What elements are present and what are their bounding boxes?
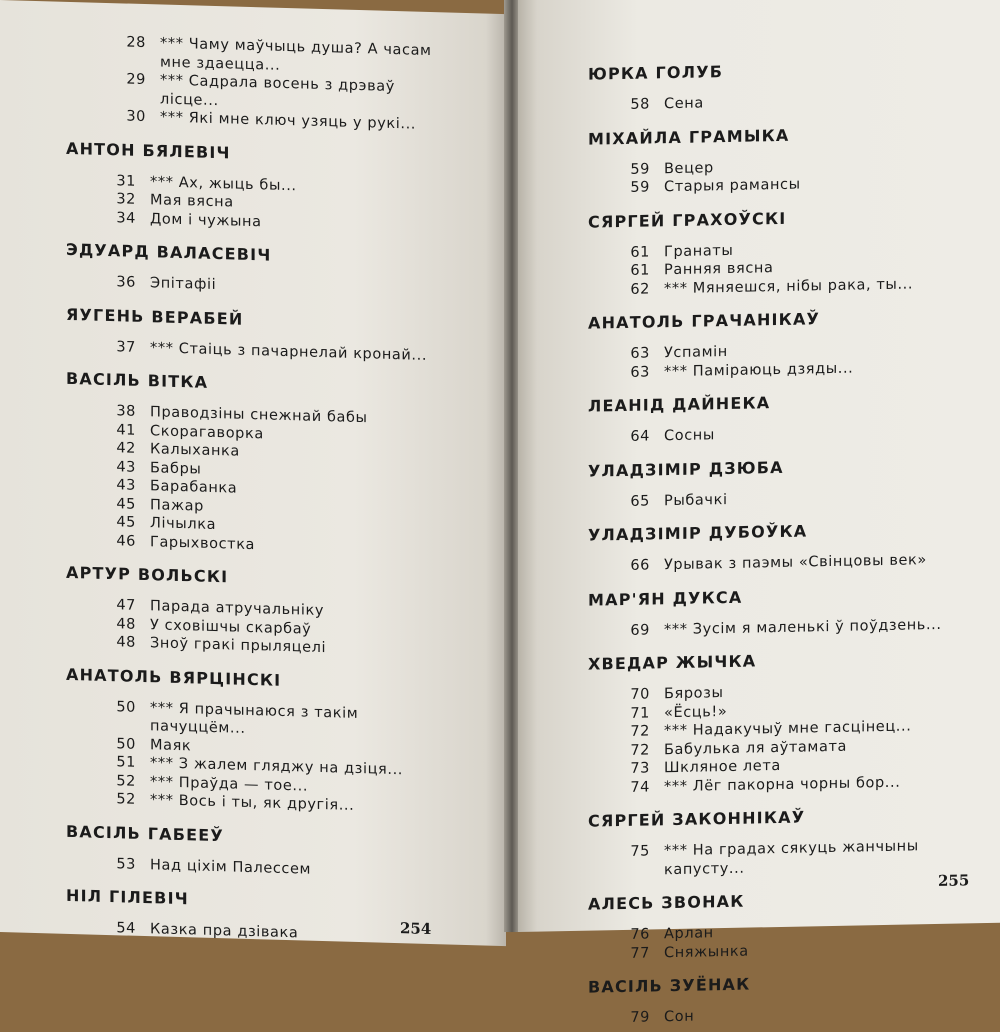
entry-title: *** Лёг пакорна чорны бор... bbox=[664, 774, 901, 795]
entry-page-number: 51 bbox=[116, 754, 136, 771]
right-page-contents bbox=[518, 0, 1000, 1032]
author-section bbox=[518, 57, 1000, 117]
author-heading: ВАСІЛЬ ЗУЁНАК bbox=[588, 974, 751, 997]
entry-title: Успамін bbox=[664, 343, 728, 362]
author-section bbox=[0, 137, 506, 239]
entry-page-number: 52 bbox=[116, 772, 136, 790]
entry-page-number: 72 bbox=[630, 723, 650, 740]
entry-title: *** З жалем гляджу на дзіця... bbox=[150, 755, 403, 779]
entry-title: Маяк bbox=[150, 736, 192, 754]
entry-title: Пажар bbox=[150, 496, 204, 515]
author-section bbox=[518, 647, 1000, 799]
entry-title: *** Мяняешся, нібы рака, ты... bbox=[664, 275, 914, 297]
entry-page-number: 30 bbox=[126, 108, 146, 126]
toc-entry bbox=[518, 486, 954, 513]
entry-title: Вецер bbox=[664, 159, 714, 177]
entry-title: *** Стаіць з пачарнелай кронай... bbox=[150, 339, 428, 364]
entry-page-number: 31 bbox=[116, 172, 136, 190]
entry-title: *** Які мне ключ узяць у рукі... bbox=[160, 109, 417, 133]
entry-title: «Ёсць!» bbox=[664, 703, 728, 721]
entry-page-number: 74 bbox=[630, 778, 650, 796]
entry-title: Бярозы bbox=[664, 685, 724, 703]
entry-title: Мая вясна bbox=[150, 192, 234, 211]
entry-title: Сена bbox=[664, 95, 704, 113]
author-heading: ВАСІЛЬ ВІТКА bbox=[66, 368, 209, 392]
author-heading: АРТУР ВОЛЬСКІ bbox=[66, 562, 229, 587]
entry-title: *** Зусім я маленькі ў поўдзень... bbox=[664, 616, 942, 638]
entry-page-number: 38 bbox=[116, 403, 136, 420]
entry-page-number: 61 bbox=[630, 243, 650, 261]
entry-title: Дом і чужына bbox=[150, 210, 262, 230]
entry-page-number: 45 bbox=[116, 495, 136, 513]
entry-title: Бабулька ля аўтамата bbox=[664, 738, 847, 758]
entry-page-number: 48 bbox=[116, 634, 136, 651]
entry-page-number: 37 bbox=[116, 338, 136, 356]
author-section bbox=[518, 306, 1000, 384]
entry-title: Калыханка bbox=[150, 441, 240, 460]
author-heading: СЯРГЕЙ ЗАКОННІКАЎ bbox=[588, 807, 806, 831]
author-section bbox=[0, 367, 506, 561]
author-section bbox=[518, 518, 1000, 578]
entry-page-number: 36 bbox=[116, 274, 136, 291]
entry-title: Праводзіны снежнай бабы bbox=[150, 404, 368, 427]
entry-page-number: 61 bbox=[630, 262, 650, 279]
entry-title: Бабры bbox=[150, 459, 202, 478]
author-section bbox=[518, 887, 1000, 965]
left-page bbox=[0, 0, 506, 946]
entry-title: Гранаты bbox=[664, 242, 734, 260]
entry-title: *** На градах сякуць жанчыны капусту... bbox=[664, 838, 919, 878]
entry-title: Над ціхім Палессем bbox=[150, 856, 312, 878]
right-page bbox=[518, 0, 1000, 1026]
entry-page-number: 71 bbox=[630, 704, 650, 722]
entry-page-number: 62 bbox=[630, 280, 650, 298]
author-heading: АНТОН БЯЛЕВІЧ bbox=[66, 138, 231, 162]
entry-title: Зноў гракі прыляцелі bbox=[150, 635, 327, 657]
entry-title: *** Я прачынаюся з такім пачуццём... bbox=[150, 699, 359, 737]
entry-page-number: 65 bbox=[630, 492, 650, 510]
entry-page-number: 54 bbox=[116, 920, 136, 937]
author-heading: МІХАЙЛА ГРАМЫКА bbox=[588, 125, 790, 149]
entry-page-number: 43 bbox=[116, 477, 136, 494]
entry-page-number: 41 bbox=[116, 421, 136, 439]
author-section bbox=[0, 561, 506, 663]
author-section bbox=[0, 884, 506, 949]
entry-page-number: 45 bbox=[116, 514, 136, 531]
author-heading: УЛАДЗІМІР ДЗЮБА bbox=[588, 457, 784, 481]
entry-page-number: 43 bbox=[116, 458, 136, 476]
lead-entries bbox=[0, 30, 506, 137]
left-sections bbox=[0, 137, 506, 949]
author-heading: ЛЕАНІД ДАЙНЕКА bbox=[588, 393, 771, 416]
entry-title: Парада атручальніку bbox=[150, 598, 325, 620]
author-section bbox=[518, 389, 1000, 449]
entry-title: Барабанка bbox=[150, 478, 238, 497]
entry-page-number: 72 bbox=[630, 741, 650, 759]
author-section bbox=[518, 804, 1000, 882]
entry-page-number: 50 bbox=[116, 698, 136, 716]
author-heading: ЯУГЕНЬ ВЕРАБЕЙ bbox=[66, 304, 244, 329]
author-section bbox=[518, 121, 1000, 199]
author-section bbox=[518, 582, 1000, 642]
entry-page-number: 29 bbox=[126, 71, 146, 89]
entry-page-number: 63 bbox=[630, 345, 650, 362]
entry-page-number: 32 bbox=[116, 191, 136, 208]
entry-page-number: 69 bbox=[630, 621, 650, 639]
toc-entry bbox=[0, 270, 440, 301]
author-heading: ЮРКА ГОЛУБ bbox=[588, 62, 724, 84]
entry-title: *** Садрала восень з дрэваў лісце... bbox=[160, 72, 395, 109]
entry-page-number: 63 bbox=[630, 363, 650, 381]
entry-title: Урывак з паэмы «Свінцовы век» bbox=[664, 552, 927, 574]
right-sections bbox=[518, 57, 1000, 1030]
toc-entry bbox=[518, 90, 954, 117]
entry-page-number: 66 bbox=[630, 557, 650, 574]
author-heading: АНАТОЛЬ ГРАЧАНІКАЎ bbox=[588, 309, 821, 333]
entry-title: Ранняя вясна bbox=[664, 260, 774, 279]
entry-title: *** Чаму маўчыць душа? А часам мне здаецца... bbox=[160, 35, 432, 74]
entry-title: Шкляное лета bbox=[664, 757, 781, 777]
entry-title: Рыбачкі bbox=[664, 491, 728, 509]
left-page-contents bbox=[0, 0, 506, 951]
entry-page-number: 46 bbox=[116, 532, 136, 550]
toc-entry bbox=[518, 422, 954, 449]
author-section bbox=[0, 238, 506, 303]
entry-title: *** Паміраюць дзяды... bbox=[664, 360, 854, 380]
toc-entry bbox=[518, 1003, 954, 1030]
entry-title: Сосны bbox=[664, 427, 715, 445]
entry-title: Эпітафіі bbox=[150, 275, 217, 294]
author-heading: ХВЕДАР ЖЫЧКА bbox=[588, 651, 757, 674]
entry-page-number: 59 bbox=[630, 179, 650, 196]
toc-entry bbox=[518, 615, 954, 642]
author-heading: АЛЕСЬ ЗВОНАК bbox=[588, 891, 745, 914]
author-heading: СЯРГЕЙ ГРАХОЎСКІ bbox=[588, 208, 787, 232]
entry-title: *** Ах, жыць бы... bbox=[150, 173, 297, 194]
entry-page-number: 75 bbox=[630, 843, 650, 860]
author-section bbox=[518, 204, 1000, 301]
entry-page-number: 28 bbox=[126, 34, 146, 52]
author-heading: АНАТОЛЬ ВЯРЦІНСКІ bbox=[66, 664, 282, 690]
page-number-right: 255 bbox=[938, 871, 970, 890]
entry-page-number: 77 bbox=[630, 944, 650, 962]
author-heading: ЭДУАРД ВАЛАСЕВІЧ bbox=[66, 239, 272, 265]
entry-title: Сон bbox=[664, 1008, 695, 1026]
entry-page-number: 58 bbox=[630, 96, 650, 113]
entry-page-number: 70 bbox=[630, 686, 650, 703]
author-section bbox=[0, 820, 506, 885]
entry-title: Лічылка bbox=[150, 515, 217, 534]
entry-page-number: 53 bbox=[116, 855, 136, 873]
entry-page-number: 59 bbox=[630, 160, 650, 178]
entry-page-number: 42 bbox=[116, 440, 136, 457]
toc-entry bbox=[0, 916, 440, 947]
toc-entry bbox=[0, 335, 440, 366]
author-section bbox=[0, 303, 506, 368]
entry-title: Скорагаворка bbox=[150, 422, 264, 442]
author-heading: МАР'ЯН ДУКСА bbox=[588, 587, 743, 610]
entry-title: Сняжынка bbox=[664, 943, 749, 961]
entry-page-number: 34 bbox=[116, 209, 136, 227]
entry-title: *** Праўда — тое... bbox=[150, 773, 309, 795]
entry-title: У сховішчы скарбаў bbox=[150, 616, 312, 638]
toc-entry bbox=[518, 551, 954, 578]
entry-page-number: 76 bbox=[630, 926, 650, 943]
author-heading: УЛАДЗІМІР ДУБОЎКА bbox=[588, 521, 808, 545]
toc-entry bbox=[518, 837, 954, 882]
author-heading: ВАСІЛЬ ГАБЕЕЎ bbox=[66, 821, 224, 845]
entry-title: Казка пра дзівака bbox=[150, 921, 299, 942]
author-section bbox=[518, 453, 1000, 513]
entry-title: Старыя рамансы bbox=[664, 176, 801, 196]
entry-title: Гарыхвостка bbox=[150, 533, 256, 553]
entry-page-number: 48 bbox=[116, 615, 136, 633]
author-section bbox=[518, 970, 1000, 1030]
entry-page-number: 73 bbox=[630, 760, 650, 777]
author-section bbox=[0, 663, 506, 820]
entry-title: *** Надакучыў мне гасцінец... bbox=[664, 718, 912, 740]
entry-page-number: 79 bbox=[630, 1009, 650, 1026]
entry-title: *** Вось і ты, як другія... bbox=[150, 792, 355, 814]
page-number-left: 254 bbox=[400, 919, 432, 939]
author-heading: НІЛ ГІЛЕВІЧ bbox=[66, 885, 189, 909]
entry-page-number: 50 bbox=[116, 735, 136, 753]
entry-page-number: 47 bbox=[116, 597, 136, 614]
entry-page-number: 52 bbox=[116, 791, 136, 808]
entry-title: Арлан bbox=[664, 925, 714, 943]
toc-entry bbox=[0, 852, 440, 883]
entry-page-number: 64 bbox=[630, 428, 650, 445]
